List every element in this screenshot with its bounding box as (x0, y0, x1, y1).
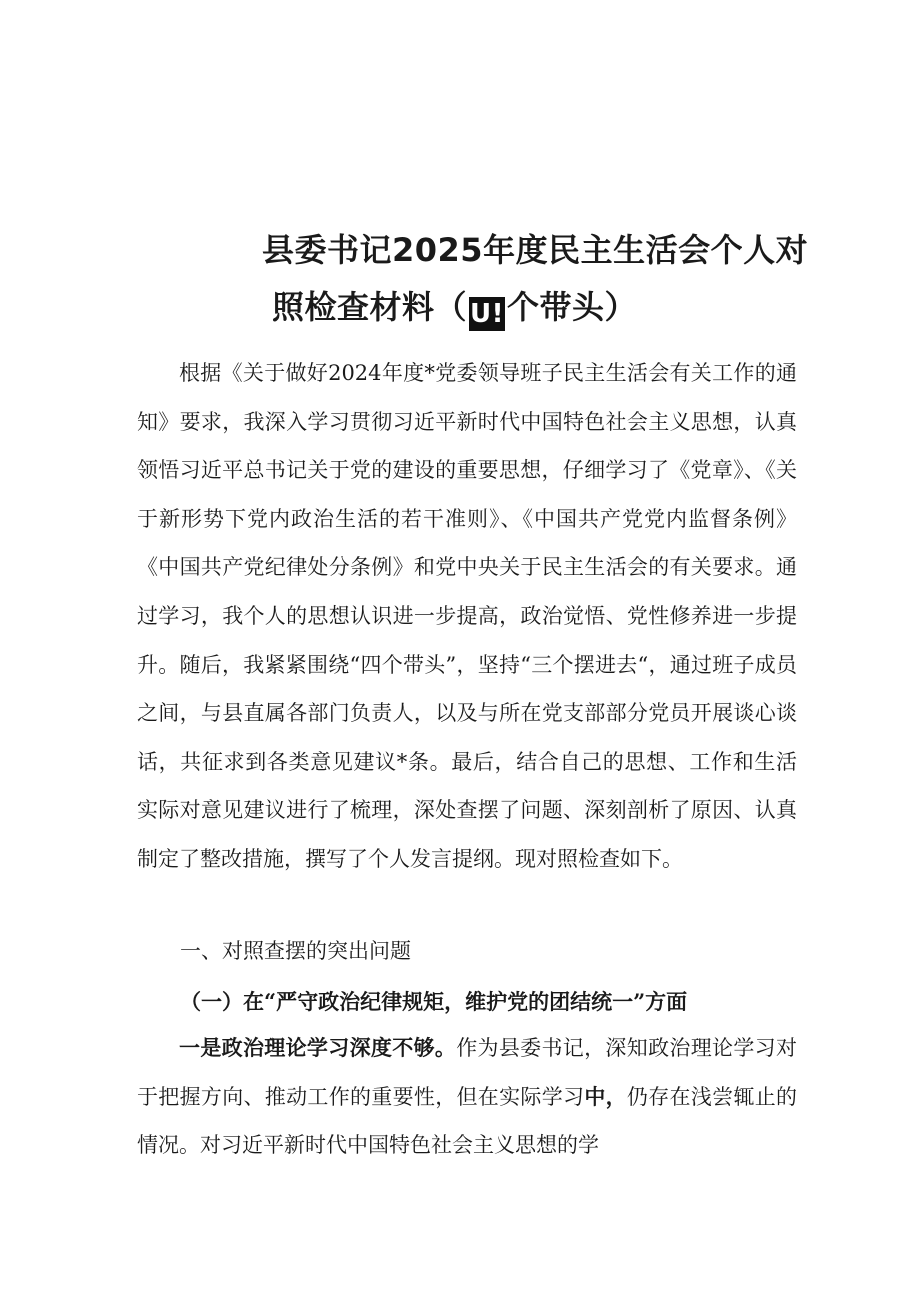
problem-paragraph (137, 1024, 797, 1170)
problem-bold-char: 中， (584, 1083, 627, 1109)
title-line-2-prefix: 照检查材料（ (272, 288, 468, 326)
document-title-line-2 (272, 285, 637, 329)
title-garbled-glyph: U! (470, 299, 504, 329)
problem-text-b: 仍存在浅尝辄止的情况。对习近平新时代中国特色社会主义思想的学 (137, 1084, 798, 1158)
intro-paragraph: 根据《关于做好2024年度*党委领导班子民主生活会有关工作的通知》要求，我深入学习贯彻习近平新时代中国特色社会主义思想，认真领悟习近平总书记关于党的建设的重要思想，仔细学习了《党章》、《关于新形势下党内政治生活的若干准则》、《中国共产党党内监督条例》《中国共产党纪律处分条例》和党中央关于民主生活会的有关要求。通过学习，我个人的思想认识进一步提高，政治觉悟、党性修养进一步提升。随后，我紧紧围绕“四个带头”，坚持“三个摆进去“，通过班子成员之间，与县直属各部门负责人，以及与所在党支部部分党员开展谈心谈话，共征求到各类意见建议*条。最后，结合自己的思想、工作和生活实际对意见建议进行了梳理，深处查摆了问题、深刻剖析了原因、认真制定了整改措施，撰写了个人发言提纲。现对照检查如下。 (137, 361, 797, 871)
title-line-2-suffix: 个带头） (507, 288, 638, 326)
problem-text-a: 作为县委书记，深知政治理论学习对于把握方向、推动工作的重要性，但在实际学习 (137, 1036, 798, 1109)
intro-section (137, 349, 797, 884)
problem-section (137, 1024, 797, 1170)
subsection-heading: （一）在“严守政治纪律规矩，维护党的团结统一”方面 (180, 989, 688, 1014)
section-heading: 一、对照查摆的突出问题 (180, 939, 411, 963)
document-title-line-1: 县委书记2025年度民主生活会个人对 (262, 231, 809, 269)
problem-lead: 一是政治理论学习深度不够。 (179, 1035, 457, 1060)
